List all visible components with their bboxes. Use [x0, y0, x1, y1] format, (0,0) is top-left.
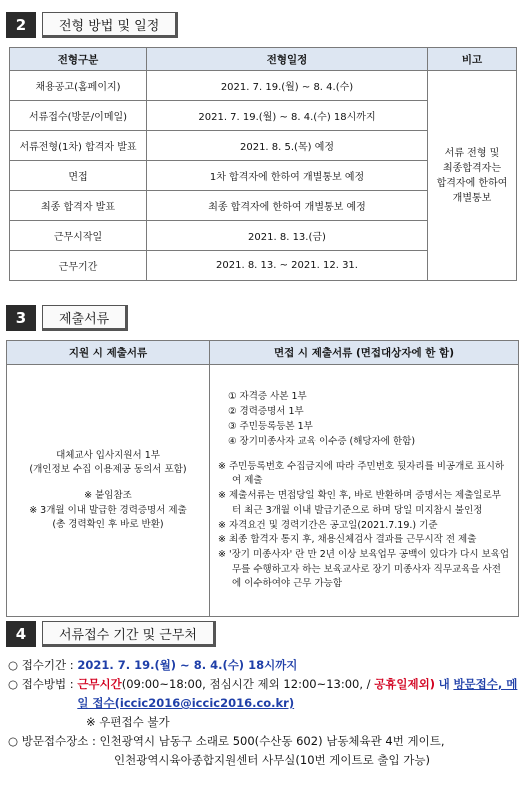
- table-row: [10, 71, 517, 101]
- list-item: ※ 주민등록번호 수집금지에 따라 주민번호 뒷자리를 비공개로 표시하여 제출: [218, 460, 505, 487]
- stage-cell: 서류전형(1차) 합격자 발표: [10, 131, 147, 161]
- period-label: ○ 접수기간 :: [8, 658, 74, 672]
- section-title: 서류접수 기간 및 근무처: [42, 621, 216, 647]
- stage-cell: 면접: [10, 161, 147, 191]
- schedule-cell: 2021. 8. 13. ~ 2021. 12. 31.: [147, 251, 428, 281]
- section-3-header: [6, 305, 128, 331]
- list-item: ④ 장기미종사자 교육 이수증 (해당자에 한함): [228, 436, 416, 448]
- stage-cell: 채용공고(홈페이지): [10, 71, 147, 101]
- note-line: 합격자에 한하여: [436, 177, 508, 189]
- apply-doc-line: (개인정보 수집 이용제공 동의서 포함): [29, 464, 187, 476]
- method-text: [77, 675, 523, 713]
- place-row: [8, 732, 523, 751]
- section-title: 제출서류: [42, 305, 128, 331]
- table-row: [7, 365, 519, 617]
- stage-cell: 최종 합격자 발표: [10, 191, 147, 221]
- method-holiday: 공휴일제외): [374, 676, 436, 691]
- method-label: ○ 접수방법 :: [8, 676, 74, 691]
- place-label: ○ 방문접수장소 :: [8, 733, 96, 748]
- note-line: 서류 전형 및: [444, 147, 500, 159]
- interview-notes: [218, 460, 510, 592]
- list-item: ※ '장기 미종사자' 란 만 2년 이상 보육업무 공백이 있다가 다시 보육업무를 수행하고자 하는 보육교사로 장기 미종사자 직무교육을 사전에 이수하여야 근무 가능함: [218, 548, 510, 590]
- section-number: 2: [6, 12, 36, 38]
- period-row: [8, 656, 523, 675]
- mail-note: ※ 우편접수 불가: [86, 714, 170, 729]
- header-interview-docs: 면접 시 제출서류 (면접대상자에 한 함): [210, 341, 519, 365]
- place-line-1: 인천광역시 남동구 소래로 500(수산동 602) 남동체육관 4번 게이트,: [99, 733, 445, 748]
- schedule-cell: 2021. 8. 13.(금): [147, 221, 428, 251]
- apply-docs-cell: [7, 365, 210, 617]
- method-hours: 근무시간: [77, 676, 122, 691]
- method-row: [8, 675, 523, 713]
- table-header-row: [7, 341, 519, 365]
- period-value: 2021. 7. 19.(월) ~ 8. 4.(수) 18시까지: [77, 658, 298, 672]
- list-item: ※ 자격요건 및 경력기간은 공고일(2021.7.19.) 기준: [218, 519, 438, 531]
- interview-doc-list: [218, 389, 510, 450]
- note-cell: [428, 71, 517, 281]
- apply-doc-line: ※ 붙임참조: [84, 490, 132, 502]
- place-line-2: 인천광역시육아종합지원센터 사무실(10번 게이트로 출입 가능): [114, 752, 430, 767]
- note-line: 최종합격자는: [443, 162, 501, 174]
- note-line: 개별통보: [452, 192, 492, 204]
- list-item: ② 경력증명서 1부: [228, 406, 304, 418]
- apply-doc-line: ※ 3개월 이내 발급한 경력증명서 제출: [29, 504, 187, 516]
- header-apply-docs: 지원 시 제출서류: [7, 341, 210, 365]
- schedule-cell: 최종 합격자에 한하여 개별통보 예정: [147, 191, 428, 221]
- header-note: 비고: [428, 48, 517, 71]
- place-row-2: [8, 751, 523, 770]
- stage-cell: 근무기간: [10, 251, 147, 281]
- header-schedule: 전형일정: [147, 48, 428, 71]
- list-item: ① 자격증 사본 1부: [228, 390, 307, 402]
- section-number: 4: [6, 621, 36, 647]
- stage-cell: 서류접수(방문/이메일): [10, 101, 147, 131]
- application-info: [8, 656, 523, 770]
- stage-cell: 근무시작일: [10, 221, 147, 251]
- section-2-header: [6, 12, 178, 38]
- schedule-cell: 2021. 7. 19.(월) ~ 8. 4.(수) 18시까지: [147, 101, 428, 131]
- method-hours-detail: (09:00~18:00, 점심시간 제외 12:00~13:00, /: [121, 676, 371, 691]
- mail-note-row: [8, 713, 523, 732]
- section-4-header: [6, 621, 216, 647]
- list-item: ※ 최종 합격자 통지 후, 채용신체검사 결과를 근무시작 전 제출: [218, 534, 477, 546]
- method-visit: 방문접수, 메일 접수(iccic2016@iccic2016.co.kr): [77, 676, 518, 710]
- interview-docs-cell: [210, 365, 519, 617]
- schedule-cell: 2021. 8. 5.(목) 예정: [147, 131, 428, 161]
- apply-doc-line: 대체교사 입사지원서 1부: [56, 449, 160, 461]
- schedule-cell: 1차 합격자에 한하여 개별통보 예정: [147, 161, 428, 191]
- section-number: 3: [6, 305, 36, 331]
- header-stage: 전형구분: [10, 48, 147, 71]
- section-title: 전형 방법 및 일정: [42, 12, 178, 38]
- documents-table: [6, 340, 519, 617]
- schedule-cell: 2021. 7. 19.(월) ~ 8. 4.(수): [147, 71, 428, 101]
- list-item: ※ 제출서류는 면접당일 확인 후, 바로 반환하며 증명서는 제출일로부터 최근 3개월 이내 발급기준으로 하며 당일 미지참시 불인정: [218, 490, 501, 516]
- method-in: 내: [438, 676, 450, 691]
- table-header-row: [10, 48, 517, 71]
- apply-doc-line: (총 경력확인 후 바로 반환): [52, 518, 164, 530]
- list-item: ③ 주민등록등본 1부: [228, 421, 313, 433]
- schedule-table: [9, 47, 517, 281]
